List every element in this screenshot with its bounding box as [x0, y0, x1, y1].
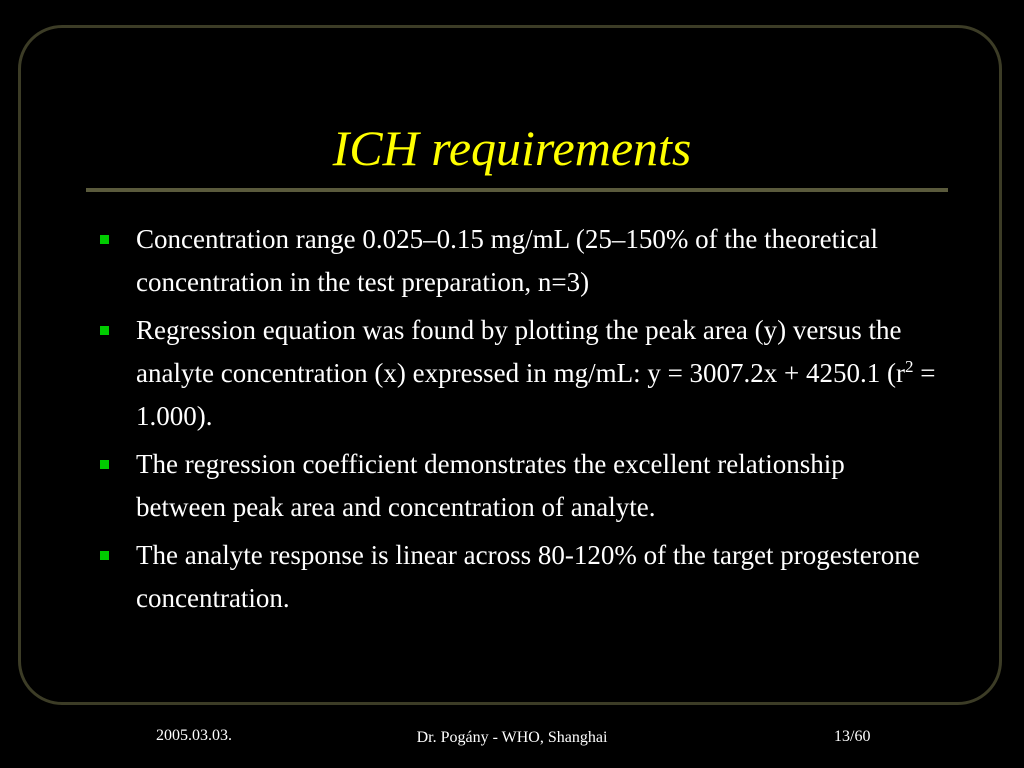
bullet-item — [96, 218, 936, 304]
bullet-text: The regression coefficient demonstrates the excellent relationship between peak area and concentration of analyte. — [136, 449, 845, 522]
square-bullet-icon — [100, 460, 109, 469]
square-bullet-icon — [100, 235, 109, 244]
bullet-item — [96, 534, 936, 620]
bullet-item — [96, 443, 936, 529]
bullet-list — [96, 218, 936, 625]
footer-page-number: 13/60 — [834, 728, 871, 745]
footer-date: 2005.03.03. — [156, 727, 232, 744]
footer-author: Dr. Pogány - WHO, Shanghai — [416, 729, 608, 746]
bullet-text: The analyte response is linear across 80-120% of the target progesterone concentration. — [136, 540, 920, 613]
superscript-exponent: 2 — [905, 357, 914, 376]
bullet-text-part: Regression equation was found by plotting the peak area (y) versus the analyte concentration (x) expressed in mg/mL: y = 3007.2x + 4250.1 (r — [136, 315, 906, 388]
square-bullet-icon — [100, 551, 109, 560]
slide-title: ICH requirements — [332, 120, 692, 176]
title-divider — [86, 188, 948, 192]
bullet-text — [136, 315, 936, 431]
square-bullet-icon — [100, 326, 109, 335]
bullet-text: Concentration range 0.025–0.15 mg/mL (25–150% of the theoretical concentration in the test preparation, n=3) — [136, 224, 879, 297]
bullet-item — [96, 309, 936, 438]
bullet-text-part: = 1.000). — [136, 358, 936, 431]
